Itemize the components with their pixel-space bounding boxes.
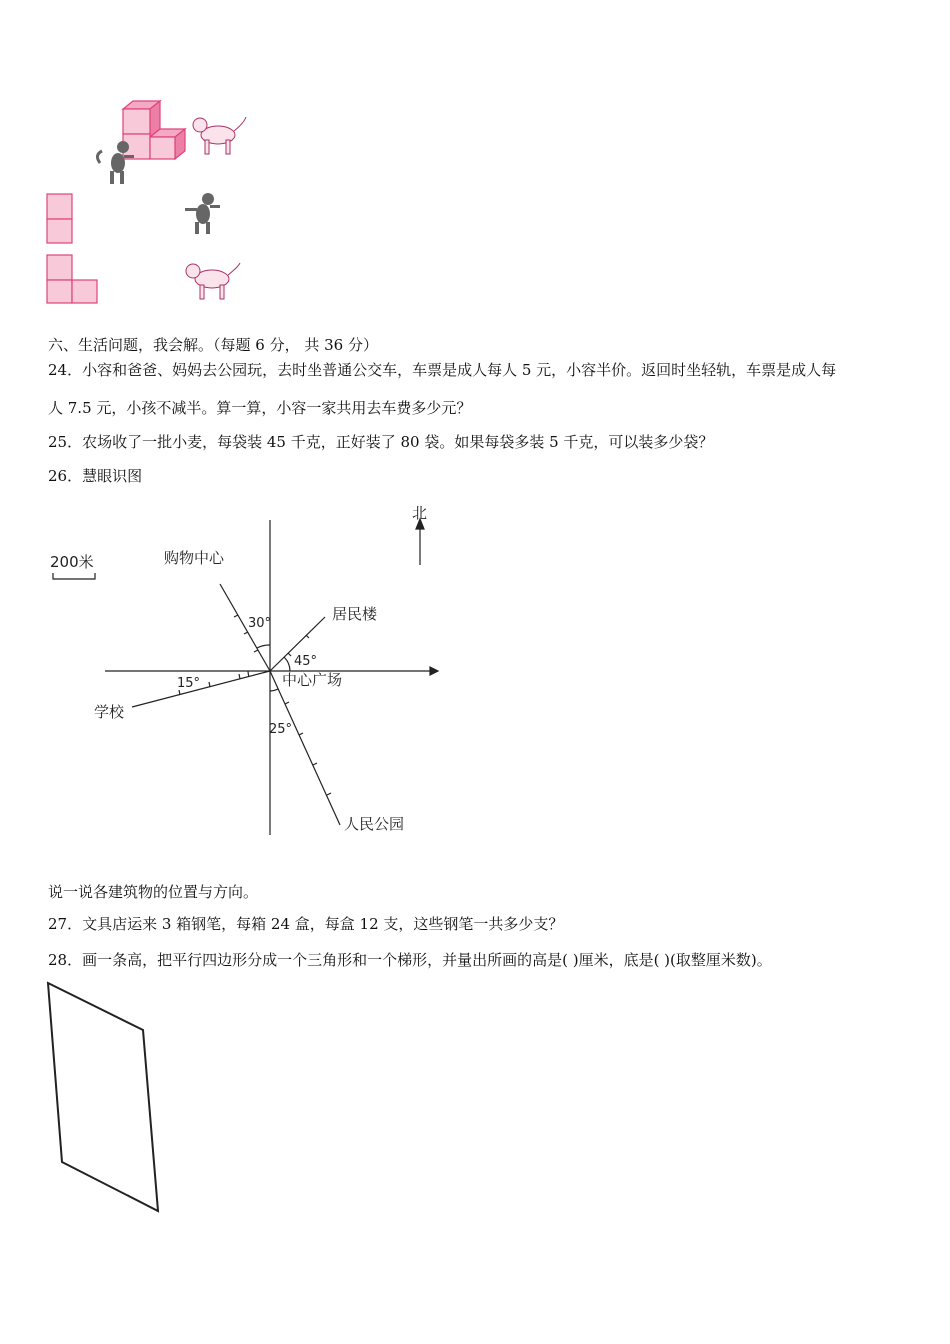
scale-bar: [53, 573, 95, 579]
cube-views-figure: [40, 95, 270, 310]
dog-observer-icon: [193, 117, 246, 154]
monkey-observer-icon: [185, 193, 220, 234]
label-school: 学校: [94, 703, 125, 721]
section-heading: 六、生活问题，我会解。（每题 6 分， 共 36 分）: [48, 336, 378, 354]
angle-residential: 45°: [294, 654, 318, 669]
parallelogram: [48, 983, 158, 1211]
question-28: 28．画一条高，把平行四边形分成一个三角形和一个梯形，并量出所画的高是( )厘米，底是( )(取整厘米数)。: [48, 951, 772, 969]
angle-arc-15: [248, 671, 249, 677]
ray-park: [270, 671, 343, 825]
question-24-line2: 人 7.5 元，小孩不减半。算一算，小容一家共用去车费多少元？: [48, 399, 472, 417]
angle-park: 25°: [269, 722, 293, 737]
angle-arc-30: [257, 645, 270, 648]
label-shopping-center: 购物中心: [164, 549, 225, 567]
axis-arrow-icon: [430, 667, 438, 675]
monkey-observer-icon: [97, 141, 134, 184]
dog-observer-icon: [186, 263, 240, 299]
question-27: 27．文具店运来 3 箱钢笔，每箱 24 盒，每盒 12 支，这些钢笔一共多少支？: [48, 915, 564, 933]
question-26: 26．慧眼识图: [48, 467, 143, 485]
direction-map: [40, 495, 460, 845]
question-26-prompt: 说一说各建筑物的位置与方向。: [48, 883, 259, 901]
label-residential: 居民楼: [332, 605, 378, 623]
label-north: 北: [412, 504, 428, 522]
view-vertical-two: [47, 194, 72, 243]
angle-arc-25: [270, 689, 278, 691]
cube-stack: [123, 101, 185, 159]
angle-school: 15°: [177, 676, 201, 691]
parallelogram-figure: [40, 975, 170, 1220]
label-park: 人民公园: [344, 815, 405, 833]
angle-shopping: 30°: [248, 616, 272, 631]
label-center-square: 中心广场: [282, 671, 343, 689]
question-25: 25．农场收了一批小麦，每袋装 45 千克，正好装了 80 袋。如果每袋多装 5 千克，可以装多少袋？: [48, 433, 714, 451]
view-l-shape: [47, 255, 97, 303]
label-scale: 200米: [50, 553, 94, 571]
question-24-line1: 24．小容和爸爸、妈妈去公园玩，去时坐普通公交车，车票是成人每人 5 元，小容半价。返回时坐轻轨，车票是成人每: [48, 361, 837, 379]
angle-arc-45: [284, 657, 290, 671]
